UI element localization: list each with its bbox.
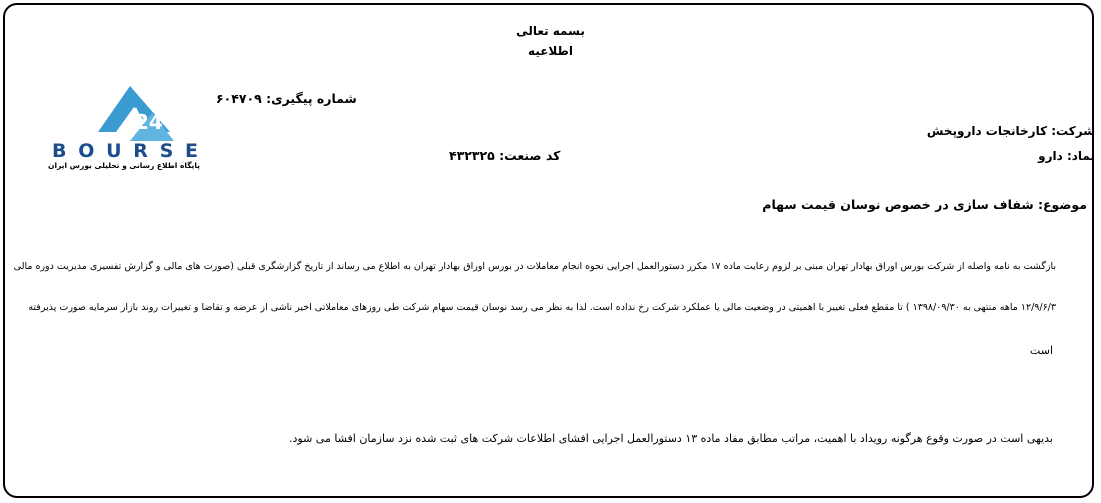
notice-heading: اطلاعیه	[528, 44, 573, 58]
body-line-4: بدیهی است در صورت وقوع هرگونه رویداد با اهمیت، مراتب مطابق مفاد ماده ۱۳ دستورالعمل اجرایی افشای اطلاعات شرکت های ثبت شده نزد سازمان افشا می شود.	[289, 432, 1053, 445]
tracking-number: شماره پیگیری: ۶۰۴۷۰۹	[216, 91, 357, 106]
body-line-2: ۱۲/۹/۶/۳ ماهه منتهی به ۱۳۹۸/۰۹/۳۰ ) تا مقطع فعلی تغییر با اهمیتی در وضعیت مالی یا عملکرد شرکت رخ نداده است. لذا به نظر می رسد نوسان قیمت سهام شرکت طی روزهای معاملاتی اخیر ناشی از عرضه و تقاضا و تغییرات روند بازار سرمایه صورت پذیرفته	[28, 302, 1056, 313]
industry-code: کد صنعت: ۴۳۲۳۲۵	[449, 148, 561, 163]
logo-tagline: پایگاه اطلاع رسانی و تحلیلی بورس ایران	[48, 161, 200, 170]
bourse-logo	[48, 83, 200, 178]
company-name: شرکت: کارخانجات داروپخش	[926, 124, 1095, 138]
body-line-3: است	[1029, 344, 1053, 357]
company-symbol: نماد: دارو	[1038, 149, 1095, 163]
body-line-1: بازگشت به نامه واصله از شرکت بورس اوراق بهادار تهران مبنی بر لزوم رعایت ماده ۱۷ مکرر دستورالعمل اجرایی نحوه انجام معاملات در بورس اوراق بهادار تهران به اطلاع می رساند از تاریخ گزارشگری قبلی (صورت های مالی و گزارش تفسیری مدیریت دوره مالی	[13, 261, 1056, 272]
bismillah-heading: بسمه تعالی	[516, 24, 585, 38]
bourse-logo-mark-icon	[52, 83, 200, 161]
svg-text:24: 24	[135, 110, 163, 134]
notice-frame	[3, 3, 1094, 498]
bourse-wordmark: BOURSE	[52, 140, 198, 161]
subject-line: موضوع: شفاف سازی در خصوص نوسان قیمت سهام	[762, 197, 1087, 212]
